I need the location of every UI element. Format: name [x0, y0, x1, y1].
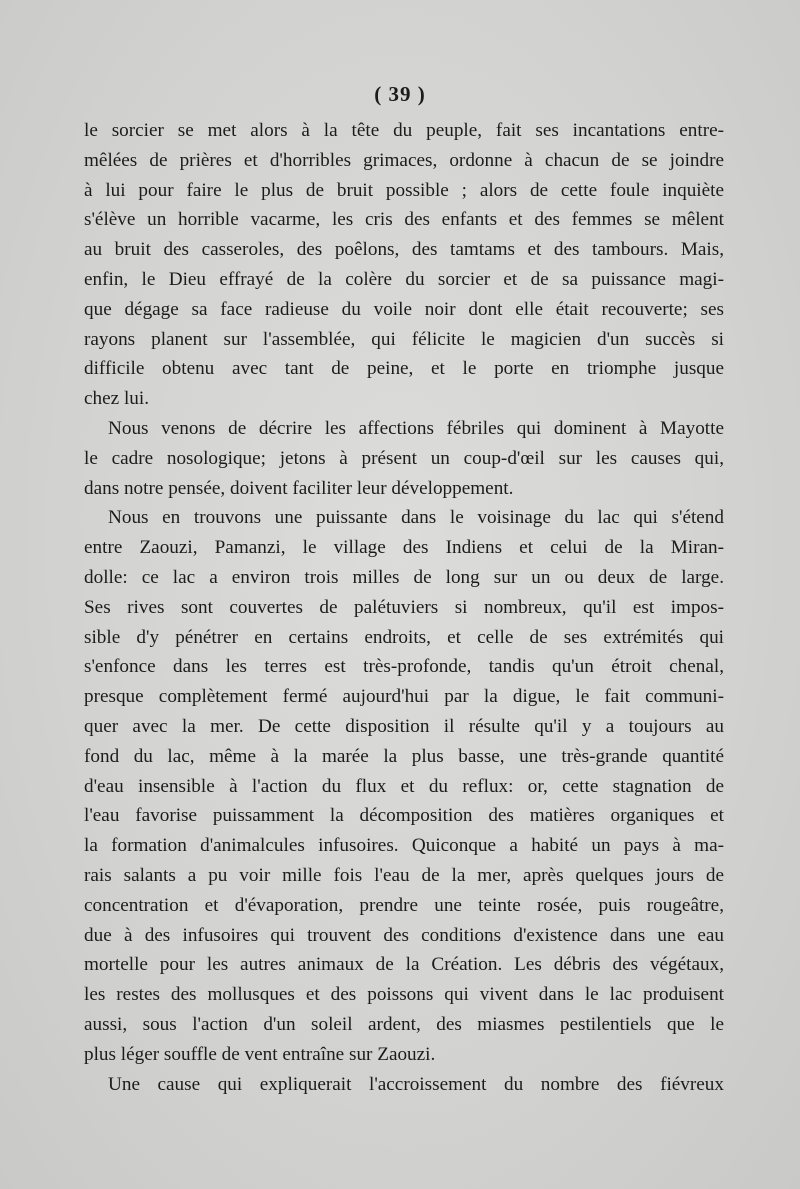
text-line: d'eau insensible à l'action du flux et du reflux: or, cette stagnation de	[84, 775, 724, 797]
text-line: presque complètement fermé aujourd'hui par la digue, le fait communi-	[84, 686, 724, 708]
text-line: due à des infusoires qui trouvent des conditions d'existence dans une eau	[84, 924, 724, 946]
text-line: dans notre pensée, doivent faciliter leur développement.	[84, 477, 514, 499]
text-line: Nous venons de décrire les affections fébriles qui dominent à Mayotte	[108, 417, 724, 439]
body-text	[84, 116, 724, 1099]
text-line: à lui pour faire le plus de bruit possible ; alors de cette foule inquiète	[84, 179, 724, 201]
text-line: fond du lac, même à la marée la plus basse, une très-grande quantité	[84, 745, 724, 767]
text-line: aussi, sous l'action d'un soleil ardent, des miasmes pestilentiels que le	[84, 1013, 724, 1035]
text-line: dolle: ce lac a environ trois milles de long sur un ou deux de large.	[84, 566, 724, 588]
text-line: Une cause qui expliquerait l'accroissement du nombre des fiévreux	[108, 1073, 724, 1095]
text-line: enfin, le Dieu effrayé de la colère du sorcier et de sa puissance magi-	[84, 268, 724, 290]
text-line: entre Zaouzi, Pamanzi, le village des Indiens et celui de la Miran-	[84, 537, 724, 559]
text-line: s'enfonce dans les terres est très-profonde, tandis qu'un étroit chenal,	[84, 656, 724, 678]
text-line: que dégage sa face radieuse du voile noir dont elle était recouverte; ses	[84, 298, 724, 320]
text-line: mêlées de prières et d'horribles grimaces, ordonne à chacun de se joindre	[84, 149, 724, 171]
text-line: difficile obtenu avec tant de peine, et le porte en triomphe jusque	[84, 358, 724, 380]
text-line: sible d'y pénétrer en certains endroits, et celle de ses extrémités qui	[84, 626, 724, 648]
text-line: la formation d'animalcules infusoires. Quiconque a habité un pays à ma-	[84, 835, 724, 857]
text-line: s'élève un horrible vacarme, les cris des enfants et des femmes se mêlent	[84, 209, 724, 231]
text-line: plus léger souffle de vent entraîne sur Zaouzi.	[84, 1043, 436, 1065]
text-line: rais salants a pu voir mille fois l'eau de la mer, après quelques jours de	[84, 864, 724, 886]
text-line: l'eau favorise puissamment la décomposition des matières organiques et	[84, 805, 724, 827]
text-line: Ses rives sont couvertes de palétuviers si nombreux, qu'il est impos-	[84, 596, 724, 618]
page-number: ( 39 )	[374, 82, 426, 106]
text-line: les restes des mollusques et des poissons qui vivent dans le lac produisent	[84, 984, 724, 1006]
text-line: rayons planent sur l'assemblée, qui félicite le magicien d'un succès si	[84, 328, 724, 350]
text-line: Nous en trouvons une puissante dans le voisinage du lac qui s'étend	[108, 507, 724, 529]
text-line: le cadre nosologique; jetons à présent un coup-d'œil sur les causes qui,	[84, 447, 724, 469]
text-line: le sorcier se met alors à la tête du peuple, fait ses incantations entre-	[84, 120, 724, 141]
text-line: concentration et d'évaporation, prendre une teinte rosée, puis rougeâtre,	[84, 894, 724, 916]
text-line: au bruit des casseroles, des poêlons, des tamtams et des tambours. Mais,	[84, 239, 724, 261]
text-line: chez lui.	[84, 388, 149, 410]
text-line: quer avec la mer. De cette disposition il résulte qu'il y a toujours au	[84, 715, 724, 737]
text-line: mortelle pour les autres animaux de la Création. Les débris des végétaux,	[84, 954, 724, 976]
